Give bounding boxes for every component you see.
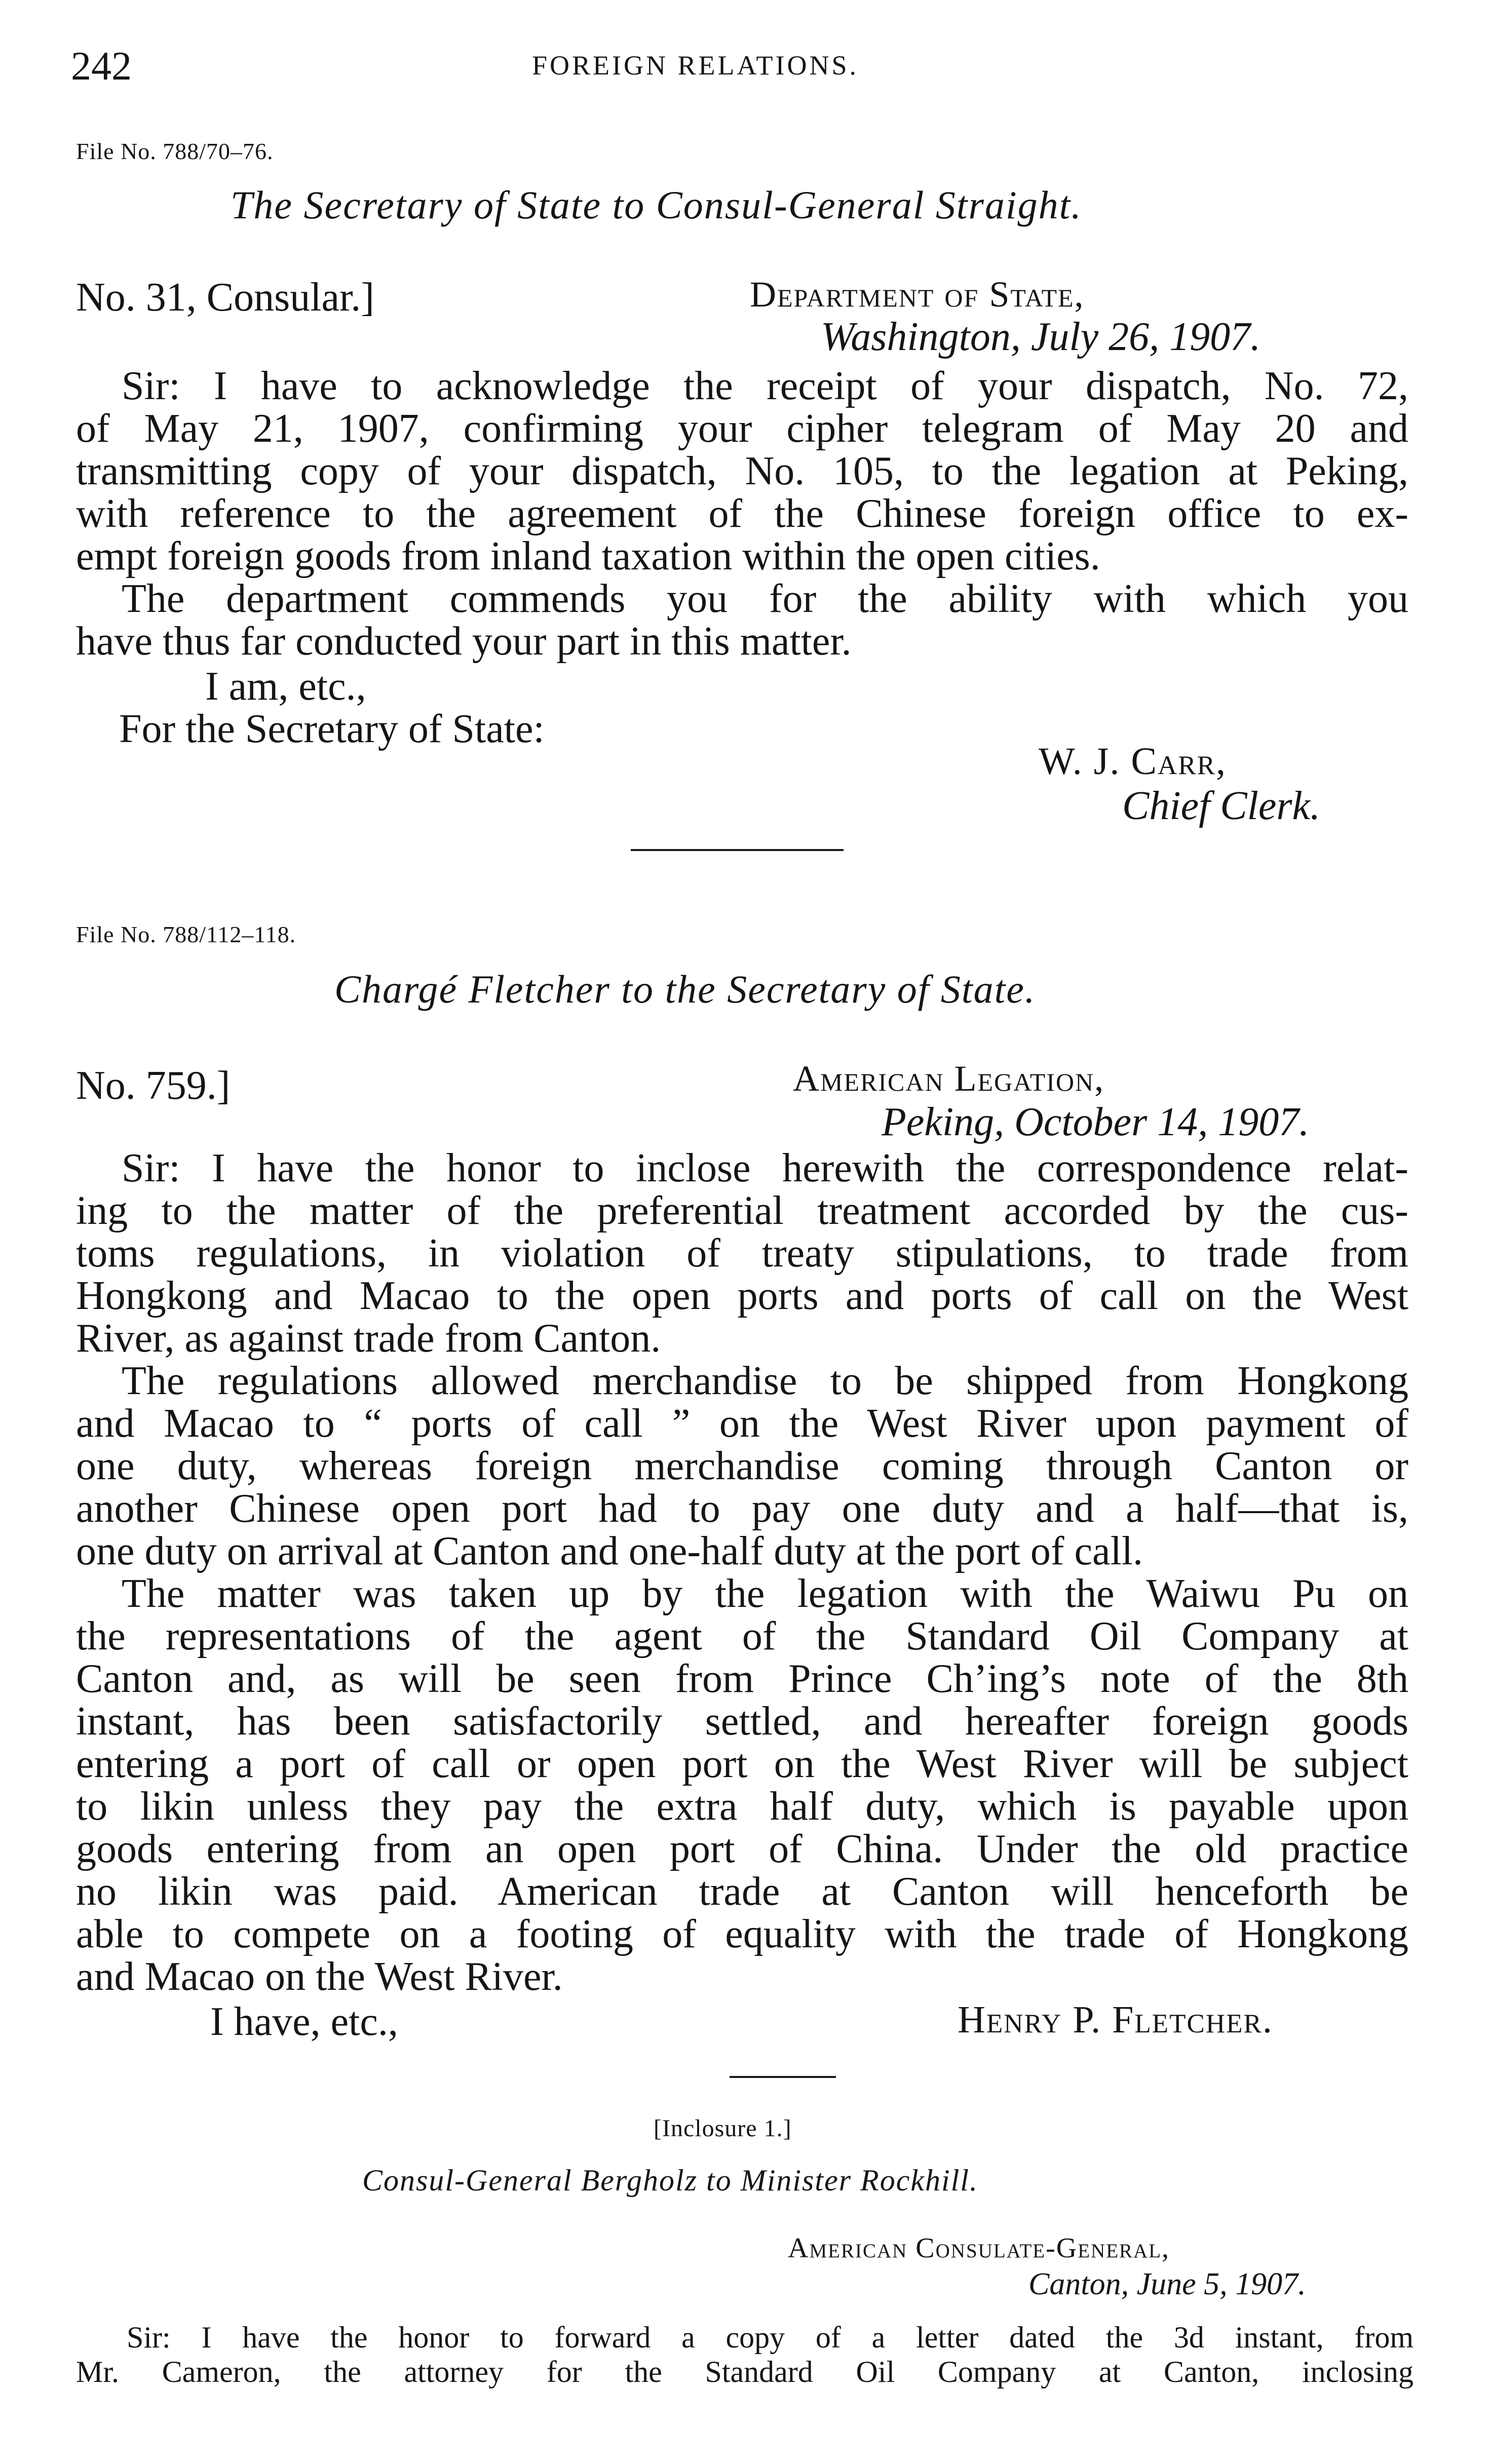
signer-name: W. J. Carr, bbox=[1039, 740, 1227, 783]
body-line: Mr. Cameron, the attorney for the Standard Oil Company at Canton, inclosing bbox=[76, 2355, 1413, 2389]
body-line: The matter was taken up by the legation with the Waiwu Pu on bbox=[122, 1571, 1408, 1616]
section-divider bbox=[730, 2076, 836, 2078]
dispatch-number: No. 759.] bbox=[76, 1063, 231, 1108]
sender-office: American Consulate-General, bbox=[788, 2232, 1170, 2264]
page-number: 242 bbox=[71, 44, 132, 89]
body-line: the representations of the agent of the Standard Oil Company at bbox=[76, 1614, 1408, 1659]
dispatch-number: No. 31, Consular.] bbox=[76, 275, 374, 320]
closing: I am, etc., bbox=[205, 664, 366, 709]
body-line: one duty, whereas foreign merchandise coming through Canton or bbox=[76, 1444, 1408, 1488]
body-line: toms regulations, in violation of treaty stipulations, to trade from bbox=[76, 1231, 1408, 1276]
body-line: have thus far conducted your part in this matter. bbox=[76, 619, 852, 664]
place-date: Washington, July 26, 1907. bbox=[821, 315, 1261, 359]
place-date: Canton, June 5, 1907. bbox=[1028, 2267, 1306, 2301]
body-line: and Macao to “ ports of call ” on the West River upon payment of bbox=[76, 1401, 1408, 1446]
letter-heading: The Secretary of State to Consul-General Straight. bbox=[231, 183, 1082, 227]
inclosure-heading: Consul-General Bergholz to Minister Rockhill. bbox=[362, 2164, 978, 2197]
body-line: River, as against trade from Canton. bbox=[76, 1316, 661, 1361]
for-secretary: For the Secretary of State: bbox=[119, 707, 545, 751]
body-line: with reference to the agreement of the Chinese foreign office to ex- bbox=[76, 491, 1408, 536]
place-date: Peking, October 14, 1907. bbox=[882, 1100, 1310, 1144]
body-line: able to compete on a footing of equality with the trade of Hongkong bbox=[76, 1912, 1408, 1956]
body-line: instant, has been satisfactorily settled, and hereafter foreign goods bbox=[76, 1699, 1408, 1744]
file-number: File No. 788/70–76. bbox=[76, 138, 274, 164]
body-line: Sir: I have the honor to forward a copy of a letter dated the 3d instant, from bbox=[127, 2321, 1413, 2354]
section-divider bbox=[631, 849, 844, 851]
body-line: empt foreign goods from inland taxation within the open cities. bbox=[76, 534, 1100, 579]
letter-heading: Chargé Fletcher to the Secretary of State. bbox=[334, 967, 1036, 1011]
body-line: entering a port of call or open port on the West River will be subject bbox=[76, 1742, 1408, 1786]
running-title: FOREIGN RELATIONS. bbox=[532, 50, 859, 81]
body-line: and Macao on the West River. bbox=[76, 1954, 563, 1999]
body-line: Sir: I have the honor to inclose herewith the correspondence relat- bbox=[122, 1146, 1408, 1190]
body-line: one duty on arrival at Canton and one-half duty at the port of call. bbox=[76, 1529, 1143, 1573]
body-line: Hongkong and Macao to the open ports and ports of call on the West bbox=[76, 1274, 1408, 1318]
body-line: ing to the matter of the preferential treatment accorded by the cus- bbox=[76, 1188, 1408, 1233]
body-line: goods entering from an open port of China. Under the old practice bbox=[76, 1827, 1408, 1871]
inclosure-label: [Inclosure 1.] bbox=[654, 2115, 792, 2142]
body-line: The regulations allowed merchandise to be shipped from Hongkong bbox=[122, 1359, 1408, 1403]
body-line: The department commends you for the ability with which you bbox=[122, 576, 1408, 621]
file-number: File No. 788/112–118. bbox=[76, 921, 296, 947]
body-line: another Chinese open port had to pay one duty and a half—that is, bbox=[76, 1486, 1408, 1531]
body-line: Sir: I have to acknowledge the receipt of your dispatch, No. 72, bbox=[122, 364, 1408, 408]
body-line: of May 21, 1907, confirming your cipher telegram of May 20 and bbox=[76, 406, 1408, 451]
signer-name: Henry P. Fletcher. bbox=[958, 1998, 1273, 2041]
sender-office: American Legation, bbox=[793, 1058, 1105, 1099]
signer-title: Chief Clerk. bbox=[1122, 784, 1321, 828]
sender-office: Department of State, bbox=[750, 274, 1085, 315]
body-line: transmitting copy of your dispatch, No. 105, to the legation at Peking, bbox=[76, 449, 1408, 493]
body-line: Canton and, as will be seen from Prince Ch’ing’s note of the 8th bbox=[76, 1657, 1408, 1701]
body-line: no likin was paid. American trade at Canton will henceforth be bbox=[76, 1869, 1408, 1914]
body-line: to likin unless they pay the extra half duty, which is payable upon bbox=[76, 1784, 1408, 1829]
closing: I have, etc., bbox=[210, 1999, 398, 2044]
